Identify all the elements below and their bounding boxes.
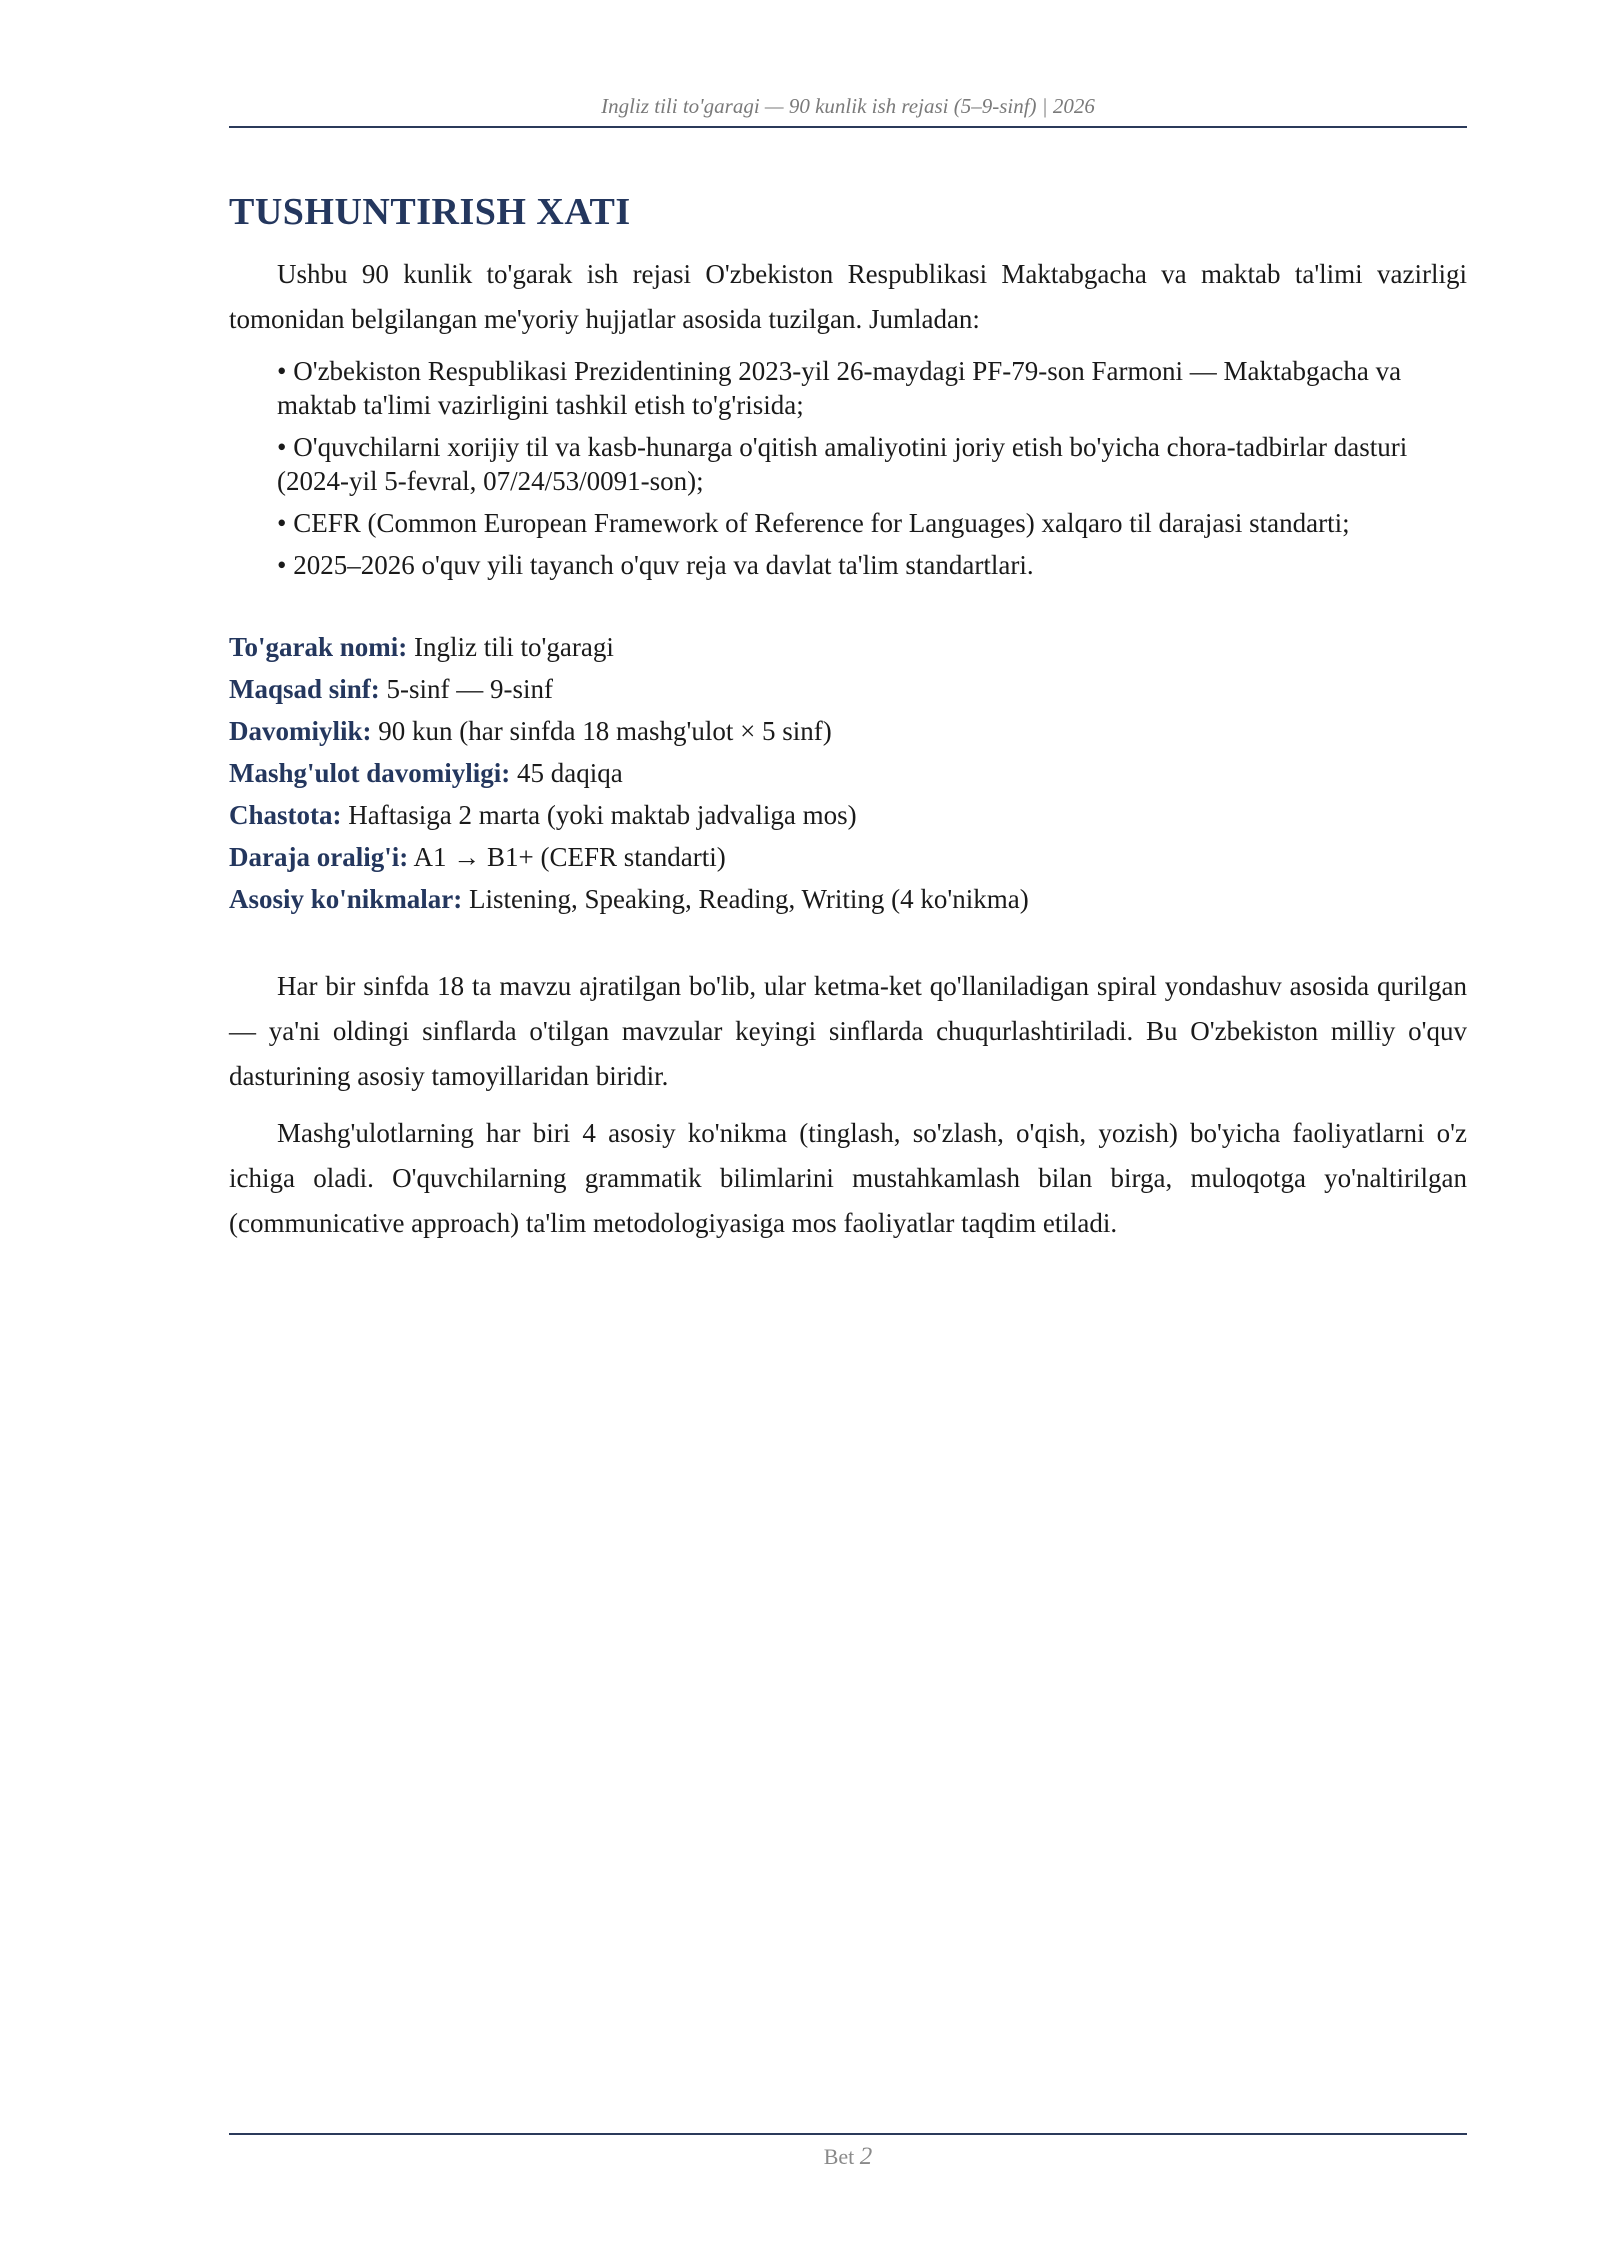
page-number: 2 (859, 2143, 873, 2170)
info-label: Asosiy ko'nikmalar: (229, 884, 463, 914)
info-label: Maqsad sinf: (229, 674, 380, 704)
explanation-paragraphs (229, 964, 1467, 1246)
info-row-frequency (229, 794, 1467, 836)
page-content (229, 190, 1467, 1258)
info-row-level-range (229, 836, 1467, 878)
page-label: Bet (823, 2144, 855, 2169)
info-label: Davomiylik: (229, 716, 372, 746)
body-paragraph: Mashg'ulotlarning har biri 4 asosiy ko'nikma (tinglash, so'zlash, o'qish, yozish) bo'yicha faoliyatlarni o'z ichiga oladi. O'quvchilarning grammatik bilimlarini mustahkamlash bilan birga, muloqotga yo'naltirilgan (communicative approach) ta'lim metodologiyasiga mos faoliyatlar taqdim etiladi. (229, 1118, 1467, 1238)
club-info-block (229, 626, 1467, 920)
body-paragraph: Har bir sinfda 18 ta mavzu ajratilgan bo'lib, ular ketma-ket qo'llaniladigan spiral yondashuv asosida qurilgan — ya'ni oldingi sinflarda o'tilgan mavzular keyingi sinflarda chuqurlashtiriladi. Bu O'zbekiston milliy o'quv dasturining asosiy tamoyillaridan biridir. (229, 971, 1467, 1091)
list-item: • 2025–2026 o'quv yili tayanch o'quv reja va davlat ta'lim standartlari. (277, 550, 1034, 580)
running-header: Ingliz tili to'garagi — 90 kunlik ish rejasi (5–9-sinf) | 2026 (601, 94, 1095, 118)
info-row-core-skills (229, 878, 1467, 920)
list-item: • O'zbekiston Respublikasi Prezidentining 2023-yil 26-maydagi PF-79-son Farmoni — Maktabgacha va maktab ta'limi vazirligini tashkil etish to'g'risida; (277, 356, 1402, 420)
info-row-club-name (229, 626, 1467, 668)
info-value: 5-sinf — 9-sinf (379, 674, 554, 704)
footer-divider (229, 2133, 1467, 2135)
info-row-duration (229, 710, 1467, 752)
info-label: Daraja oralig'i: (229, 842, 409, 872)
info-value: Ingliz tili to'garagi (407, 632, 614, 662)
info-label: To'garak nomi: (229, 632, 408, 662)
list-item: • CEFR (Common European Framework of Reference for Languages) xalqaro til darajasi standarti; (277, 508, 1350, 538)
info-value: 90 kun (har sinfda 18 mashg'ulot × 5 sinf) (371, 716, 832, 746)
info-label: Chastota: (229, 800, 342, 830)
info-value: Haftasiga 2 marta (yoki maktab jadvaliga mos) (341, 800, 857, 830)
info-row-target-grade (229, 668, 1467, 710)
info-value: 45 daqiqa (510, 758, 623, 788)
legal-basis-list (229, 354, 1467, 582)
info-value: Listening, Speaking, Reading, Writing (4 ko'nikma) (462, 884, 1029, 914)
intro-paragraph: Ushbu 90 kunlik to'garak ish rejasi O'zbekiston Respublikasi Maktabgacha va maktab ta'limi vazirligi tomonidan belgilangan me'yoriy hujjatlar asosida tuzilgan. Jumladan: (229, 259, 1467, 334)
info-row-lesson-length (229, 752, 1467, 794)
section-title: TUSHUNTIRISH XATI (229, 191, 631, 233)
page-footer (229, 2143, 1467, 2171)
list-item: • O'quvchilarni xorijiy til va kasb-hunarga o'qitish amaliyotini joriy etish bo'yicha chora-tadbirlar dasturi (2024-yil 5-fevral, 07/24/53/0091-son); (277, 432, 1408, 496)
info-label: Mashg'ulot davomiyligi: (229, 758, 511, 788)
header-divider (229, 126, 1467, 128)
info-value: A1 → B1+ (CEFR standarti) (408, 842, 726, 872)
